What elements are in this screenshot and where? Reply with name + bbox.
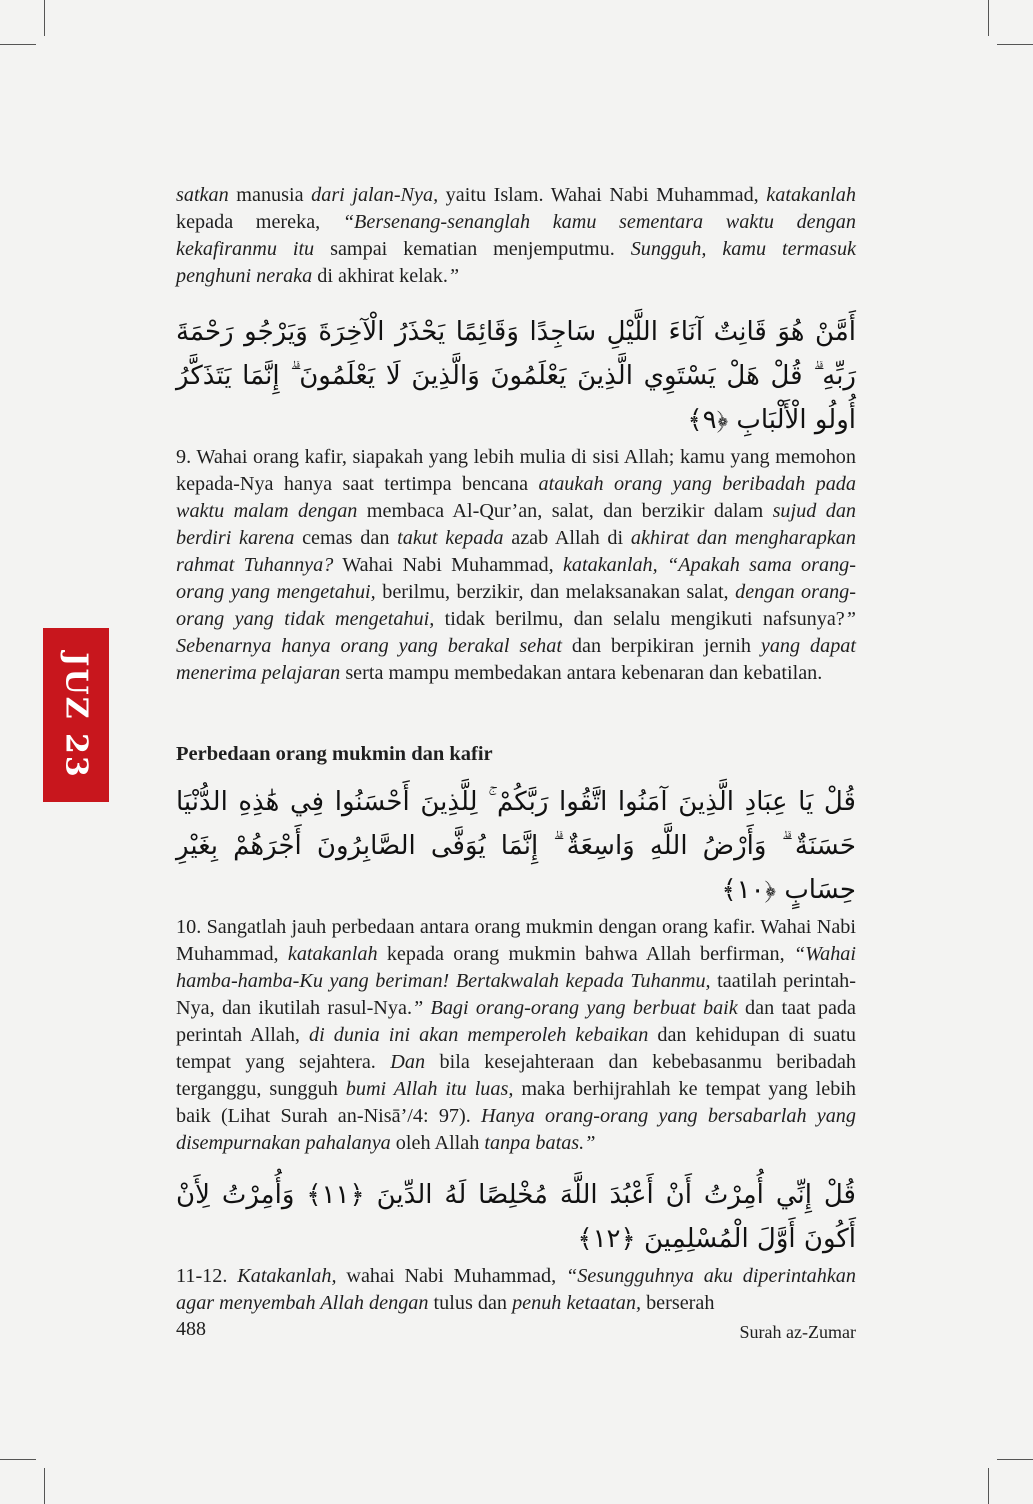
paragraph-verse-11-12 [176,1263,856,1317]
text-run: satkan [176,184,229,206]
crop-mark [988,0,989,36]
crop-mark [988,1468,989,1504]
text-run: “Bersenang-senanglah kamu sementara waktu dengan kekafiranmu itu [176,211,856,260]
text-run: bila kesejahteraan dan kebebasanmu beribadah terganggu, sungguh [176,1051,857,1100]
text-run: maka berhijrahlah ke tempat yang lebih baik (Lihat Surah an-Nisā’/4: 97). [176,1078,856,1127]
text-run: Sungguh, kamu termasuk penghuni neraka [176,238,856,287]
text-run: dan kehidupan di suatu tempat yang sejahtera. [176,1024,856,1073]
text-run: 10. Sangatlah jauh perbedaan antara orang mukmin dengan orang kafir. Wahai Nabi Muhammad, [176,916,856,965]
text-run: Wahai Nabi Muhammad, [333,554,563,576]
section-heading: Perbedaan orang mukmin dan kafir [176,743,493,765]
juz-tab [43,628,109,802]
text-run: berserah [641,1292,715,1314]
paragraph-verse-10 [176,914,856,1157]
text-run: akhirat dan mengharapkan rahmat Tuhannya? [176,527,856,576]
text-run: tanpa batas.” [484,1132,596,1154]
text-run: katakanlah, “Apakah sama orang-orang yang mengetahui, [176,554,856,603]
text-run: 9. Wahai orang kafir, siapakah yang lebih mulia di sisi Allah; kamu yang memohon kepada-Nya hanya saat tertimpa bencana [176,446,856,495]
crop-mark [0,44,36,45]
text-run: taatilah perintah-Nya, dan ikutilah rasul-Nya. [176,970,856,1019]
text-run: oleh Allah [390,1132,485,1154]
text-run: wahai Nabi Muhammad, [336,1265,567,1287]
text-run: membaca Al-Qur’an, salat, dan berzikir dalam [357,500,773,522]
text-run: katakanlah [766,184,856,206]
arabic-verse-10: قُلْ يَا عِبَادِ الَّذِينَ آمَنُوا اتَّقُوا رَبَّكُمْ ۚ لِلَّذِينَ أَحْسَنُوا فِي هَٰذِهِ الدُّنْيَا حَسَنَةٌ ۗ وَأَرْضُ اللَّهِ وَاسِعَةٌ ۗ إِنَّمَا يُوَفَّى الصَّابِرُونَ أَجْرَهُمْ بِغَيْرِ حِسَابٍ ﴿١٠﴾ [176,787,856,905]
text-run: dan berpikiran jernih [561,635,761,657]
text-run: bumi Allah itu luas, [345,1078,514,1100]
paragraph-top [176,182,856,290]
page-content [176,182,856,1317]
text-run: sujud dan berdiri karena [176,500,857,549]
text-run: serta mampu membedakan antara kebenaran dan kebatilan. [340,662,823,684]
text-run: dan taat pada perintah Allah, [176,997,856,1046]
text-run: Hanya orang-orang yang bersabarlah yang disempurnakan pahalanya [176,1105,856,1154]
crop-mark [997,1459,1033,1460]
text-run: ataukah orang yang beribadah pada waktu malam dengan [176,473,856,522]
text-run: dengan orang-orang yang tidak mengetahui, [176,581,856,630]
text-run: manusia [228,184,312,206]
text-run: penuh ketaatan, [512,1292,642,1314]
crop-mark [997,44,1033,45]
running-footer-surah: Surah az-Zumar [739,1322,856,1342]
paragraph-verse-9 [176,444,856,687]
text-run: “Wahai hamba-hamba-Ku yang beriman! Bertakwalah kepada Tuhanmu, [176,943,856,992]
text-run: Katakanlah, [237,1265,337,1287]
page-number: 488 [176,1318,206,1340]
text-run: kepada orang mukmin bahwa Allah berfirman, [377,943,794,965]
arabic-verse-11-12: قُلْ إِنِّي أُمِرْتُ أَنْ أَعْبُدَ اللَّهَ مُخْلِصًا لَهُ الدِّينَ ﴿١١﴾ وَأُمِرْتُ لِأَنْ أَكُونَ أَوَّلَ الْمُسْلِمِينَ ﴿١٢﴾ [176,1180,856,1254]
text-run: “Sesungguhnya aku diperintahkan agar menyembah Allah dengan [176,1265,856,1314]
crop-mark [44,1468,45,1504]
text-run: 11-12. [176,1265,238,1287]
text-run: dari jalan-Nya, [311,184,439,206]
text-run: tulus dan [428,1292,513,1314]
text-run: di akhirat kelak. [312,265,448,287]
text-run: berilmu, berzikir, dan melaksanakan salat, [375,581,736,603]
text-run: cemas dan [294,527,398,549]
arabic-verse-9: أَمَّنْ هُوَ قَانِتٌ آنَاءَ اللَّيْلِ سَاجِدًا وَقَائِمًا يَحْذَرُ الْآخِرَةَ وَيَرْجُو رَحْمَةَ رَبِّهِ ۗ قُلْ هَلْ يَسْتَوِي الَّذِينَ يَعْلَمُونَ وَالَّذِينَ لَا يَعْلَمُونَ ۗ إِنَّمَا يَتَذَكَّرُ أُولُو الْأَلْبَابِ ﴿٩﴾ [176,317,856,435]
crop-mark [44,0,45,36]
text-run: Dan [390,1051,426,1073]
text-run: di dunia ini akan memperoleh kebaikan [309,1024,649,1046]
text-run: ” Bagi orang-orang yang berbuat baik [412,997,738,1019]
crop-mark [0,1459,36,1460]
text-run: ” Sebenarnya hanya orang yang berakal sehat [176,608,857,657]
text-run: kepada mereka, [176,211,343,233]
text-run: sampai kematian menjemputmu. [314,238,631,260]
text-run: azab Allah di [503,527,631,549]
text-run: ” [447,265,460,287]
text-run: takut kepada [397,527,504,549]
text-run: yang dapat menerima pelajaran [176,635,857,684]
text-run: tidak berilmu, dan selalu mengikuti nafsunya? [434,608,845,630]
juz-label: JUZ 23 [58,651,94,779]
text-run: yaitu Islam. Wahai Nabi Muhammad, [438,184,767,206]
text-run: katakanlah [287,943,378,965]
